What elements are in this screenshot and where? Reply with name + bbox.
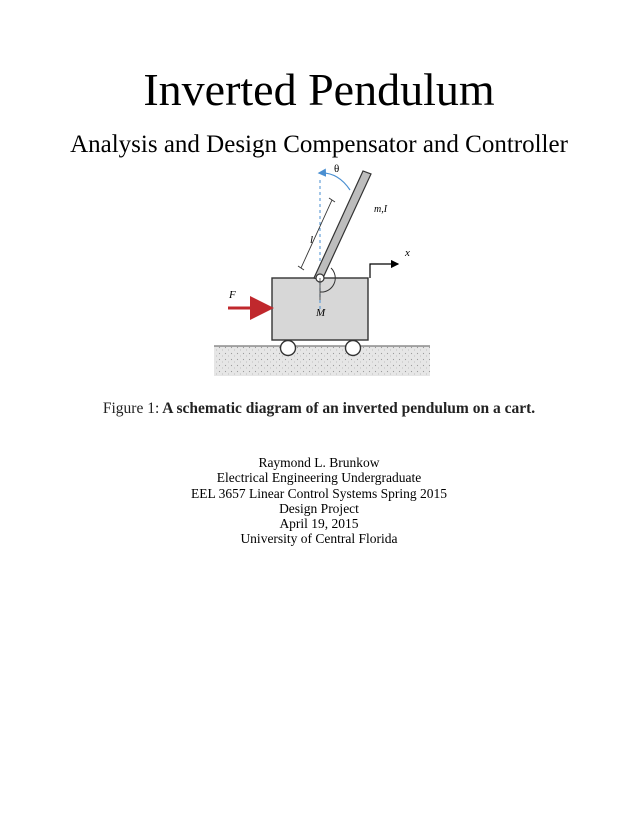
author-role: Electrical Engineering Undergraduate — [216, 470, 422, 486]
author-name: Raymond L. Brunkow — [258, 455, 380, 470]
length-tick-bottom — [298, 266, 304, 270]
cart-wheel-left — [281, 341, 296, 356]
author-block — [0, 455, 638, 547]
university-name: University of Central Florida — [240, 531, 398, 547]
pendulum-figure — [200, 160, 440, 382]
pendulum-mass-label: m,I — [374, 204, 388, 215]
document-title: Inverted Pendulum — [143, 64, 495, 115]
figure-caption-label: Figure 1: — [102, 400, 160, 417]
length-tick-top — [329, 198, 335, 202]
length-label: l — [310, 234, 314, 246]
theta-label: θ — [334, 163, 340, 175]
cart-mass-label: M — [316, 307, 326, 319]
position-arrow — [370, 264, 398, 278]
position-label: x — [405, 247, 410, 259]
cart-wheel-right — [346, 341, 361, 356]
course-name: EEL 3657 Linear Control Systems Spring 2015 — [191, 485, 447, 501]
figure-caption-text: A schematic diagram of an inverted pendulum on a cart. — [159, 400, 536, 417]
document-date: April 19, 2015 — [279, 516, 359, 532]
pendulum-diagram — [200, 160, 440, 382]
theta-arc — [320, 173, 350, 190]
pendulum-rod — [314, 171, 371, 280]
project-type: Design Project — [279, 500, 359, 516]
force-label: F — [229, 289, 236, 301]
ground — [214, 346, 430, 376]
document-subtitle: Analysis and Design Compensator and Controller — [70, 131, 568, 158]
figure-caption — [0, 399, 638, 419]
